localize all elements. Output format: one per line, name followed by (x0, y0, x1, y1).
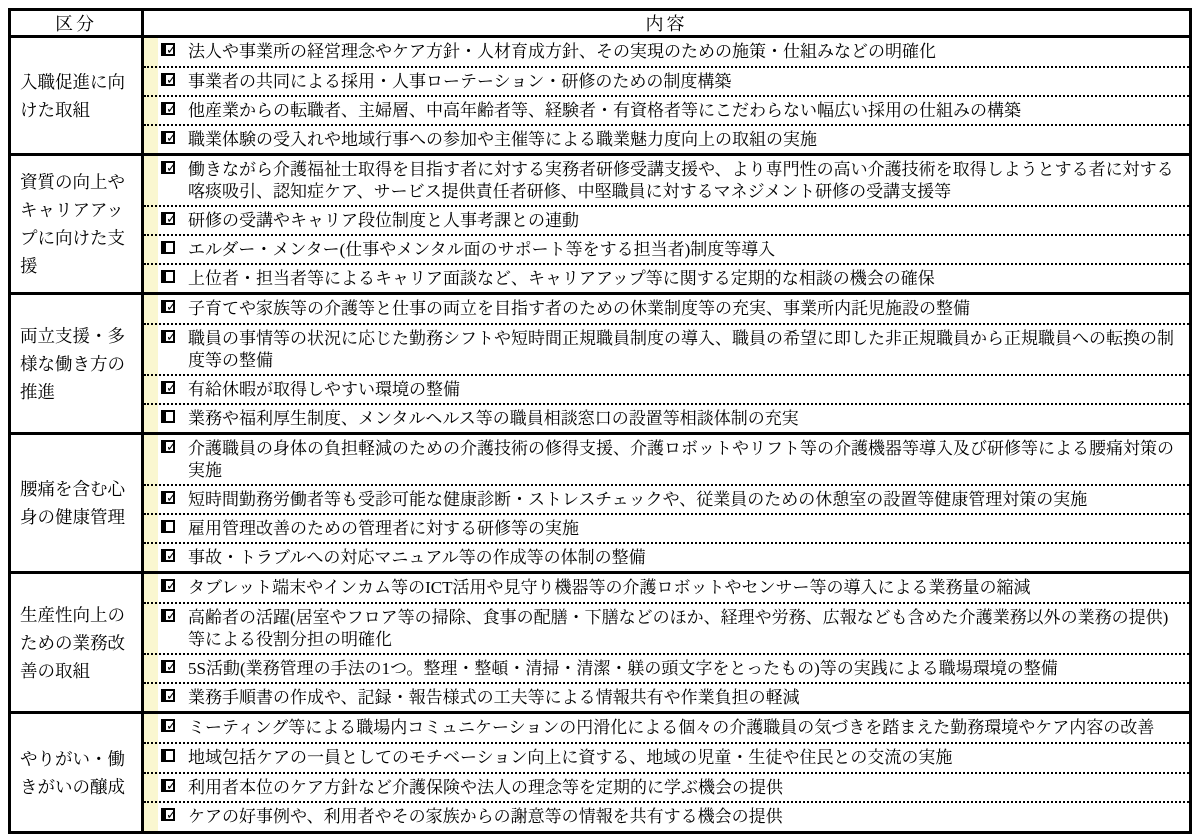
category-cell: 両立支援・多様な働き方の推進 (11, 295, 144, 432)
group-motivation (11, 714, 1189, 831)
item-text: エルダー・メンター(仕事やメンタル面のサポート等をする担当者)制度等導入 (188, 240, 776, 259)
checklist-item (144, 374, 1189, 403)
checkbox[interactable]: ✓ (161, 212, 175, 225)
checklist-item (144, 38, 1189, 66)
category-cell: 資質の向上やキャリアアップに向けた支援 (11, 156, 144, 292)
item-text: 法人や事業所の経営理念やケア方針・人材育成方針、その実現のための施策・仕組みなどの明確化 (188, 42, 936, 61)
checkbox[interactable]: ✓ (161, 609, 175, 622)
item-text: タブレット端末やインカム等のICT活用や見守り機器等の介護ロボットやセンサー等の導入による業務量の縮減 (188, 578, 1031, 597)
checkbox[interactable]: ✓ (161, 491, 175, 504)
checkbox[interactable]: ✓ (161, 161, 175, 174)
item-text: 職員の事情等の状況に応じた勤務シフトや短時間正規職員制度の導入、職員の希望に即した非正規職員から正規職員への転換の制度等の整備 (188, 329, 1174, 370)
checkbox[interactable]: ✓ (161, 660, 175, 673)
checklist-item (144, 156, 1189, 205)
table-header-row (11, 11, 1189, 38)
checklist-item (144, 714, 1189, 742)
checklist-item (144, 542, 1189, 571)
item-text: 介護職員の身体の負担軽減のための介護技術の修得支援、介護ロボットやリフト等の介護機器等導入及び研修等による腰痛対策の実施 (188, 439, 1174, 480)
checkbox[interactable]: ✓ (161, 579, 175, 592)
checkbox[interactable]: ✓ (161, 808, 175, 821)
item-text: ケアの好事例や、利用者やその家族からの謝意等の情報を共有する機会の提供 (188, 807, 783, 827)
item-text: 事業者の共同による採用・人事ローテーション・研修のための制度構築 (188, 72, 732, 91)
checkbox[interactable] (161, 749, 175, 762)
item-text: 業務や福利厚生制度、メンタルヘルス等の職員相談窓口の設置等相談体制の充実 (188, 409, 799, 428)
checkbox[interactable]: ✓ (161, 689, 175, 702)
item-text: 上位者・担当者等によるキャリア面談など、キャリアアップ等に関する定期的な相談の機会の確保 (188, 269, 935, 288)
item-text: ミーティング等による職場内コミュニケーションの円滑化による個々の介護職員の気づきを踏まえた勤務環境やケア内容の改善 (188, 718, 1155, 737)
checklist-item (144, 234, 1189, 263)
group-productivity-improvement (11, 574, 1189, 714)
item-text: 利用者本位のケア方針など介護保険や法人の理念等を定期的に学ぶ機会の提供 (188, 777, 783, 797)
category-cell: 入職促進に向けた取組 (11, 38, 144, 153)
group-recruitment (11, 38, 1189, 156)
group-items (144, 295, 1189, 432)
group-items (144, 435, 1189, 571)
header-category: 区分 (11, 11, 144, 35)
checkbox[interactable]: ✓ (161, 779, 175, 792)
checkbox[interactable]: ✓ (161, 300, 175, 313)
checkbox[interactable]: ✓ (161, 43, 175, 56)
checklist-item (144, 801, 1189, 831)
item-text: 高齢者の活躍(居室やフロア等の掃除、食事の配膳・下膳などのほか、経理や労務、広報なども含めた介護業務以外の業務の提供)等による役割分担の明確化 (188, 608, 1169, 649)
checkbox[interactable]: ✓ (161, 330, 175, 343)
category-cell: 腰痛を含む心身の健康管理 (11, 435, 144, 571)
checklist-item (144, 403, 1189, 432)
item-text: 研修の受講やキャリア段位制度と人事考課との連動 (188, 211, 579, 230)
checklist-item (144, 205, 1189, 234)
checklist-item (144, 484, 1189, 513)
item-text: 短時間勤務労働者等も受診可能な健康診断・ストレスチェックや、従業員のための休憩室の設置等健康管理対策の実施 (188, 490, 1088, 509)
item-text: 子育てや家族等の介護等と仕事の両立を目指す者のための休業制度等の充実、事業所内託児施設の整備 (188, 299, 970, 318)
item-text: 働きながら介護福祉士取得を目指す者に対する実務者研修受講支援や、より専門性の高い介護技術を取得しようとする者に対する喀痰吸引、認知症ケア、サービス提供責任者研修、中堅職員に対するマネジメント研修の受講支援等 (188, 160, 1174, 201)
checkbox[interactable]: ✓ (161, 440, 175, 453)
item-text: 職業体験の受入れや地域行事への参加や主催等による職業魅力度向上の取組の実施 (188, 130, 817, 149)
checkbox[interactable]: ✓ (161, 131, 175, 144)
item-text: 事故・トラブルへの対応マニュアル等の作成等の体制の整備 (188, 548, 646, 567)
checklist-item (144, 513, 1189, 542)
checklist-item (144, 742, 1189, 772)
item-text: 地域包括ケアの一員としてのモチベーション向上に資する、地域の児童・生徒や住民との交流の実施 (188, 748, 953, 767)
group-skill-career-support (11, 156, 1189, 295)
item-text: 業務手順書の作成や、記録・報告様式の工夫等による情報共有や作業負担の軽減 (188, 688, 800, 707)
checkbox[interactable]: ✓ (161, 549, 175, 562)
checkbox[interactable] (161, 241, 175, 254)
group-work-life-balance (11, 295, 1189, 435)
checklist-item (144, 653, 1189, 682)
group-items (144, 38, 1189, 153)
checkbox[interactable] (161, 520, 175, 533)
checkbox[interactable]: ✓ (161, 719, 175, 732)
item-text: 5S活動(業務管理の手法の1つ。整理・整頓・清掃・清潔・躾の頭文字をとったもの)等の実践による職場環境の整備 (188, 659, 1058, 678)
checklist-item (144, 66, 1189, 95)
checkbox[interactable] (161, 270, 175, 283)
checklist-item (144, 602, 1189, 653)
checkbox[interactable]: ✓ (161, 102, 175, 115)
checklist-item (144, 95, 1189, 124)
checklist-item (144, 435, 1189, 484)
checklist-item (144, 295, 1189, 323)
checklist-item (144, 772, 1189, 802)
item-text: 他産業からの転職者、主婦層、中高年齢者等、経験者・有資格者等にこだわらない幅広い採用の仕組みの構築 (188, 101, 1021, 120)
checkbox[interactable]: ✓ (161, 73, 175, 86)
group-items (144, 156, 1189, 292)
checklist-item (144, 574, 1189, 602)
group-items (144, 574, 1189, 711)
category-cell: 生産性向上のための業務改善の取組 (11, 574, 144, 711)
category-cell: やりがい・働きがいの醸成 (11, 714, 144, 831)
checklist-item (144, 682, 1189, 711)
checklist-item (144, 124, 1189, 153)
header-content: 内容 (645, 14, 688, 34)
checkbox[interactable] (161, 410, 175, 423)
item-text: 有給休暇が取得しやすい環境の整備 (188, 380, 460, 399)
checkbox[interactable]: ✓ (161, 381, 175, 394)
category-content-table (8, 8, 1192, 834)
group-health-management (11, 435, 1189, 574)
group-items (144, 714, 1189, 831)
checklist-item (144, 323, 1189, 374)
checklist-item (144, 263, 1189, 292)
item-text: 雇用管理改善のための管理者に対する研修等の実施 (188, 519, 579, 538)
